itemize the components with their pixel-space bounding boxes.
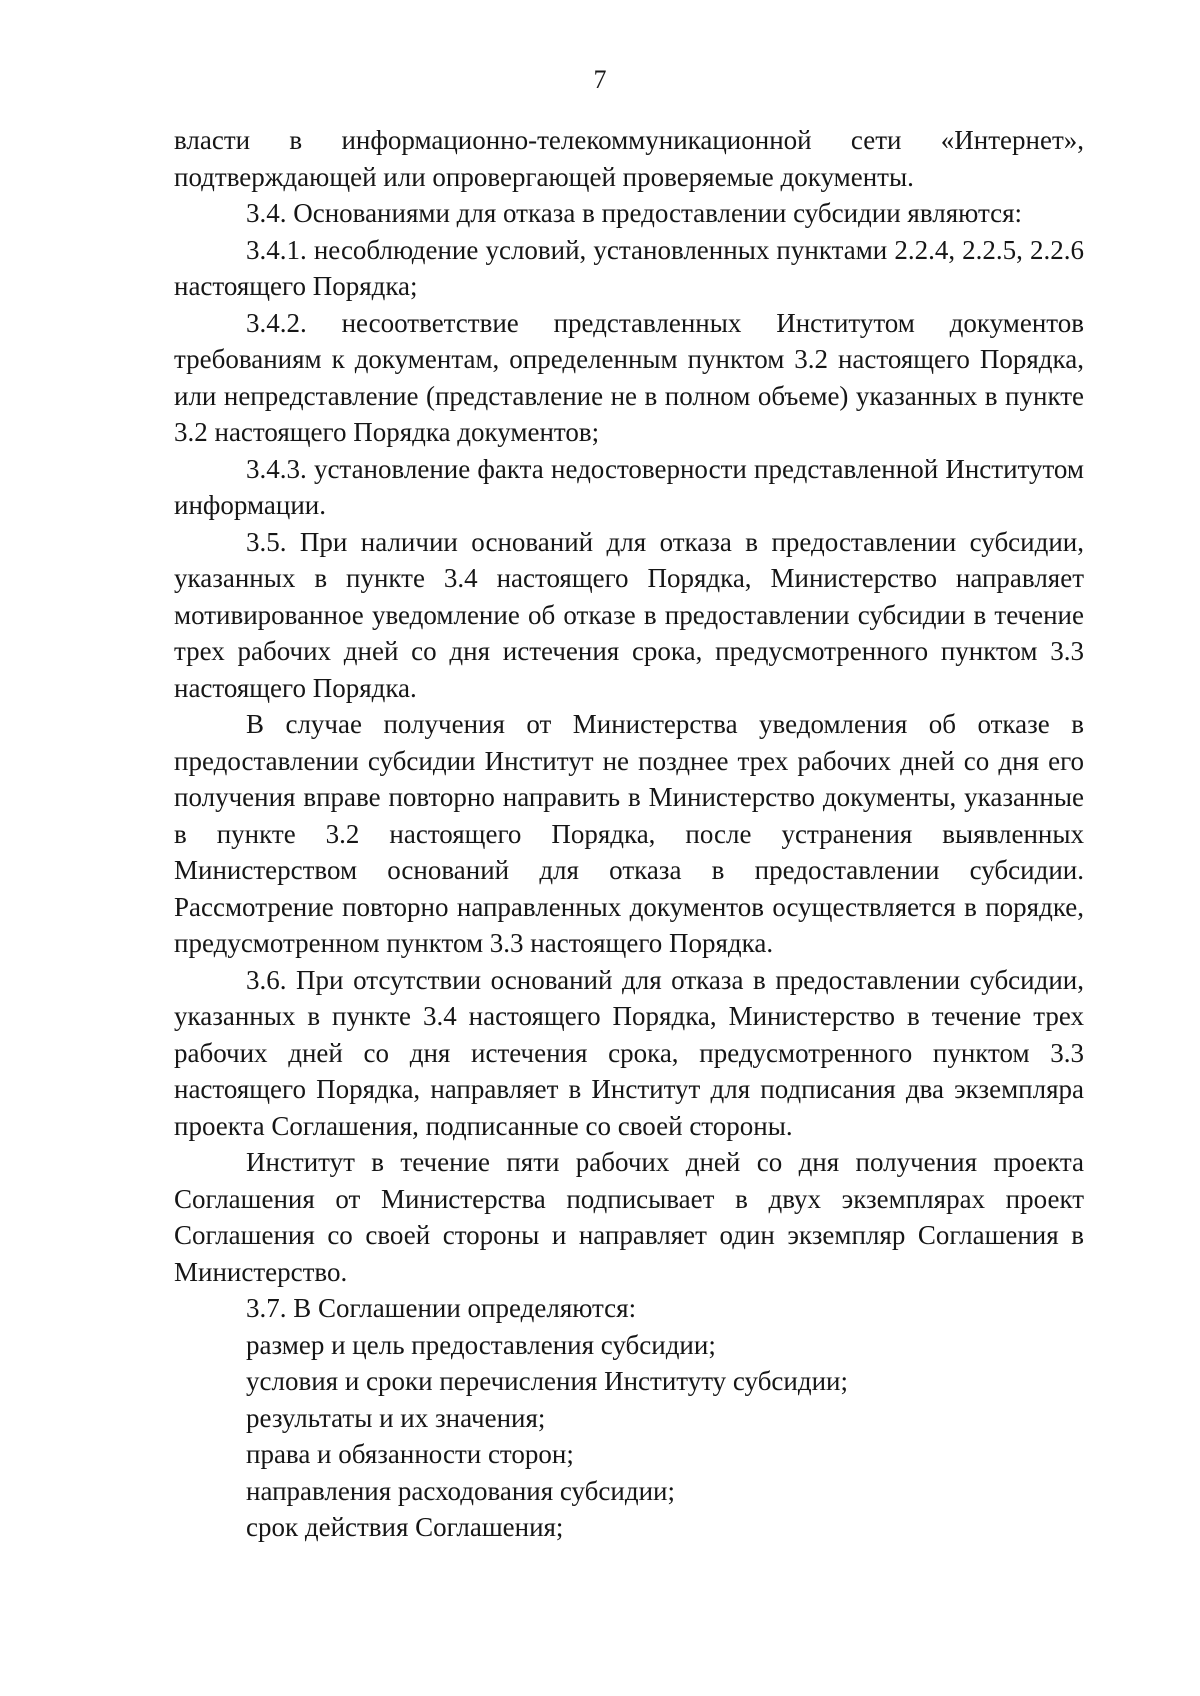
paragraph-3-4: 3.4. Основаниями для отказа в предоставлении субсидии являются: [246, 198, 1022, 228]
paragraph-3-4-1: 3.4.1. несоблюдение условий, установленных пунктами 2.2.4, 2.2.5, 2.2.6 настоящего Порядка; [174, 234, 1084, 301]
list-item: результаты и их значения; [246, 1402, 546, 1433]
paragraph-continuation: власти в информационно-телекоммуникационной сети «Интернет», подтверждающей или опровергающей проверяемые документы. [174, 125, 1084, 192]
paragraph-3-6-signing: Институт в течение пяти рабочих дней со дня получения проекта Соглашения от Министерства подписывает в двух экземплярах проект Соглашения со своей стороны и направляет один экземпляр Соглашения в Министерство. [174, 1147, 1084, 1287]
page-number: 7 [593, 65, 607, 94]
paragraph-3-7: 3.7. В Соглашении определяются: [246, 1293, 637, 1323]
paragraph-3-4-2: 3.4.2. несоответствие представленных Институтом документов требованиям к документам, определенным пунктом 3.2 настоящего Порядка, или непредставление (представление не в полном объеме) указанных в пункте 3.2 настоящего Порядка документов; [174, 307, 1084, 447]
list-item: срок действия Соглашения; [246, 1512, 564, 1542]
paragraph-3-6: 3.6. При отсутствии оснований для отказа в предоставлении субсидии, указанных в пункте 3.4 настоящего Порядка, Министерство в течение трех рабочих дней со дня истечения срока, предусмотренного пунктом 3.3 настоящего Порядка, направляет в Институт для подписания два экземпляра проекта Соглашения, подписанные со своей стороны. [174, 964, 1084, 1141]
paragraph-3-4-3: 3.4.3. установление факта недостоверности представленной Институтом информации. [174, 453, 1084, 520]
paragraph-3-5: 3.5. При наличии оснований для отказа в предоставлении субсидии, указанных в пункте 3.4 настоящего Порядка, Министерство направляет мотивированное уведомление об отказе в предоставлении субсидии в течение трех рабочих дней со дня истечения срока, предусмотренного пунктом 3.3 настоящего Порядка. [174, 526, 1084, 703]
paragraph-3-5-resubmission: В случае получения от Министерства уведомления об отказе в предоставлении субсидии Институт не позднее трех рабочих дней со дня его получения вправе повторно направить в Министерство документы, указанные в пункте 3.2 настоящего Порядка, после устранения выявленных Министерством оснований для отказа в предоставлении субсидии. Рассмотрение повторно направленных документов осуществляется в порядке, предусмотренном пунктом 3.3 настоящего Порядка. [174, 709, 1084, 958]
list-item: направления расходования субсидии; [246, 1475, 675, 1506]
document-body [174, 122, 1084, 1546]
list-item: права и обязанности сторон; [246, 1439, 574, 1469]
list-item: размер и цель предоставления субсидии; [246, 1329, 716, 1360]
list-item: условия и сроки перечисления Институту субсидии; [246, 1366, 849, 1396]
